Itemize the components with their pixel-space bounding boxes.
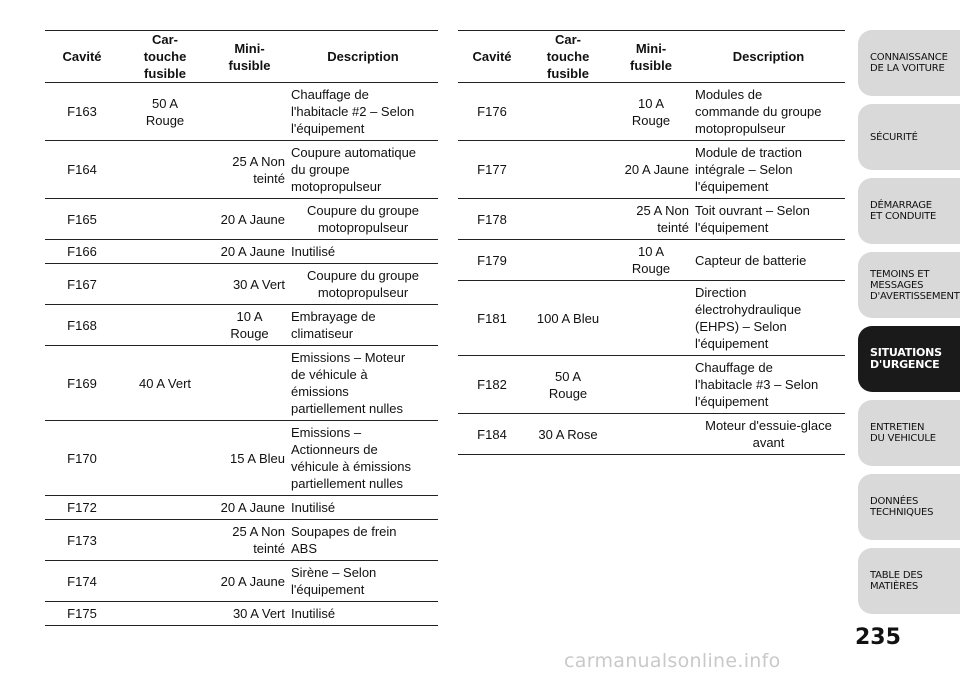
header-cavite: Cavité — [45, 31, 119, 83]
cell-description: Inutilisé — [288, 496, 438, 520]
table-row — [458, 356, 845, 414]
cell-cavite: F174 — [45, 561, 119, 602]
cell-mini-fusible: 15 A Bleu — [211, 421, 288, 496]
table-row — [458, 240, 845, 281]
cell-car-touche: 30 A Rose — [526, 414, 610, 455]
table-row — [45, 520, 438, 561]
cell-car-touche — [526, 240, 610, 281]
cell-car-touche — [526, 83, 610, 141]
cell-mini-fusible: 25 A Non teinté — [610, 199, 692, 240]
cell-description: Moteur d'essuie-glace avant — [692, 414, 845, 455]
cell-description: Inutilisé — [288, 602, 438, 626]
cell-mini-fusible: 20 A Jaune — [211, 496, 288, 520]
cell-cavite: F168 — [45, 305, 119, 346]
table-row — [45, 264, 438, 305]
cell-car-touche: 40 A Vert — [119, 346, 211, 421]
cell-mini-fusible: 20 A Jaune — [211, 199, 288, 240]
cell-car-touche: 50 A Rouge — [526, 356, 610, 414]
cell-cavite: F184 — [458, 414, 526, 455]
cell-cavite: F169 — [45, 346, 119, 421]
cell-description: Toit ouvrant – Selon l'équipement — [692, 199, 845, 240]
table-row — [45, 141, 438, 199]
table-row — [45, 83, 438, 141]
cell-description: Embrayage de climatiseur — [288, 305, 438, 346]
cell-cavite: F175 — [45, 602, 119, 626]
header-cavite: Cavité — [458, 31, 526, 83]
cell-cavite: F166 — [45, 240, 119, 264]
cell-description: Coupure du groupe motopropulseur — [288, 199, 438, 240]
cell-mini-fusible: 25 A Non teinté — [211, 520, 288, 561]
table-header-row — [45, 31, 438, 83]
cell-car-touche — [119, 421, 211, 496]
cell-cavite: F163 — [45, 83, 119, 141]
table-row — [458, 83, 845, 141]
tab-données-techniques[interactable]: DONNÉES TECHNIQUES — [858, 474, 960, 540]
cell-mini-fusible: 30 A Vert — [211, 264, 288, 305]
cell-mini-fusible: 10 A Rouge — [211, 305, 288, 346]
cell-description: Soupapes de frein ABS — [288, 520, 438, 561]
table-row — [45, 421, 438, 496]
table-row — [45, 240, 438, 264]
cell-description: Capteur de batterie — [692, 240, 845, 281]
cell-description: Emissions – Moteur de véhicule à émissions partiellement nulles — [288, 346, 438, 421]
cell-description: Coupure du groupe motopropulseur — [288, 264, 438, 305]
cell-mini-fusible — [610, 414, 692, 455]
cell-mini-fusible: 10 A Rouge — [610, 240, 692, 281]
cell-cavite: F167 — [45, 264, 119, 305]
tab-temoins-et-messages-d-avertissement[interactable]: TEMOINS ET MESSAGES D'AVERTISSEMENT — [858, 252, 960, 318]
cell-car-touche — [119, 240, 211, 264]
cell-car-touche — [119, 305, 211, 346]
cell-description: Sirène – Selon l'équipement — [288, 561, 438, 602]
cell-description: Chauffage de l'habitacle #3 – Selon l'équipement — [692, 356, 845, 414]
cell-mini-fusible: 10 A Rouge — [610, 83, 692, 141]
cell-description: Direction électrohydraulique (EHPS) – Selon l'équipement — [692, 281, 845, 356]
cell-mini-fusible: 20 A Jaune — [610, 141, 692, 199]
fuse-table-right — [458, 30, 845, 455]
cell-mini-fusible — [610, 356, 692, 414]
tab-entretien-du-vehicule[interactable]: ENTRETIEN DU VEHICULE — [858, 400, 960, 466]
cell-cavite: F172 — [45, 496, 119, 520]
cell-car-touche — [119, 496, 211, 520]
cell-cavite: F181 — [458, 281, 526, 356]
table-row — [45, 305, 438, 346]
cell-cavite: F170 — [45, 421, 119, 496]
cell-cavite: F182 — [458, 356, 526, 414]
cell-car-touche: 100 A Bleu — [526, 281, 610, 356]
table-row — [45, 496, 438, 520]
cell-description: Inutilisé — [288, 240, 438, 264]
tab-table-des-matières[interactable]: TABLE DES MATIÈRES — [858, 548, 960, 614]
header-car-touche: Car- touche fusible — [119, 31, 211, 83]
cell-description: Coupure automatique du groupe motopropulseur — [288, 141, 438, 199]
tab-sécurité[interactable]: SÉCURITÉ — [858, 104, 960, 170]
table-row — [458, 141, 845, 199]
chapter-tabs — [858, 30, 960, 622]
cell-cavite: F176 — [458, 83, 526, 141]
header-mini-fusible: Mini- fusible — [211, 31, 288, 83]
fuse-table-right-body — [458, 83, 845, 455]
cell-mini-fusible: 20 A Jaune — [211, 240, 288, 264]
tab-démarrage-et-conduite[interactable]: DÉMARRAGE ET CONDUITE — [858, 178, 960, 244]
cell-mini-fusible — [610, 281, 692, 356]
cell-cavite: F177 — [458, 141, 526, 199]
tab-situations-d-urgence[interactable]: SITUATIONS D'URGENCE — [858, 326, 960, 392]
table-header-row — [458, 31, 845, 83]
cell-mini-fusible: 25 A Non teinté — [211, 141, 288, 199]
fuse-table-left-body — [45, 83, 438, 626]
cell-description: Chauffage de l'habitacle #2 – Selon l'équipement — [288, 83, 438, 141]
cell-car-touche — [119, 602, 211, 626]
table-row — [458, 199, 845, 240]
tab-connaissance-de-la-voiture[interactable]: CONNAISSANCE DE LA VOITURE — [858, 30, 960, 96]
table-row — [458, 414, 845, 455]
cell-mini-fusible — [211, 346, 288, 421]
watermark: carmanualsonline.info — [564, 650, 781, 672]
fuse-table-left — [45, 30, 438, 626]
cell-cavite: F173 — [45, 520, 119, 561]
cell-cavite: F179 — [458, 240, 526, 281]
cell-cavite: F164 — [45, 141, 119, 199]
table-row — [45, 561, 438, 602]
header-mini-fusible: Mini- fusible — [610, 31, 692, 83]
page-number: 235 — [855, 625, 901, 650]
table-row — [45, 346, 438, 421]
cell-cavite: F165 — [45, 199, 119, 240]
header-description: Description — [288, 31, 438, 83]
cell-cavite: F178 — [458, 199, 526, 240]
table-row — [45, 199, 438, 240]
cell-car-touche: 50 A Rouge — [119, 83, 211, 141]
cell-car-touche — [119, 199, 211, 240]
cell-car-touche — [119, 264, 211, 305]
cell-description: Module de traction intégrale – Selon l'équipement — [692, 141, 845, 199]
cell-description: Emissions – Actionneurs de véhicule à émissions partiellement nulles — [288, 421, 438, 496]
cell-car-touche — [526, 199, 610, 240]
cell-description: Modules de commande du groupe motopropulseur — [692, 83, 845, 141]
header-description: Description — [692, 31, 845, 83]
table-row — [458, 281, 845, 356]
cell-mini-fusible — [211, 83, 288, 141]
cell-car-touche — [119, 141, 211, 199]
cell-car-touche — [119, 520, 211, 561]
cell-car-touche — [119, 561, 211, 602]
table-row — [45, 602, 438, 626]
cell-mini-fusible: 20 A Jaune — [211, 561, 288, 602]
header-car-touche: Car- touche fusible — [526, 31, 610, 83]
cell-mini-fusible: 30 A Vert — [211, 602, 288, 626]
cell-car-touche — [526, 141, 610, 199]
